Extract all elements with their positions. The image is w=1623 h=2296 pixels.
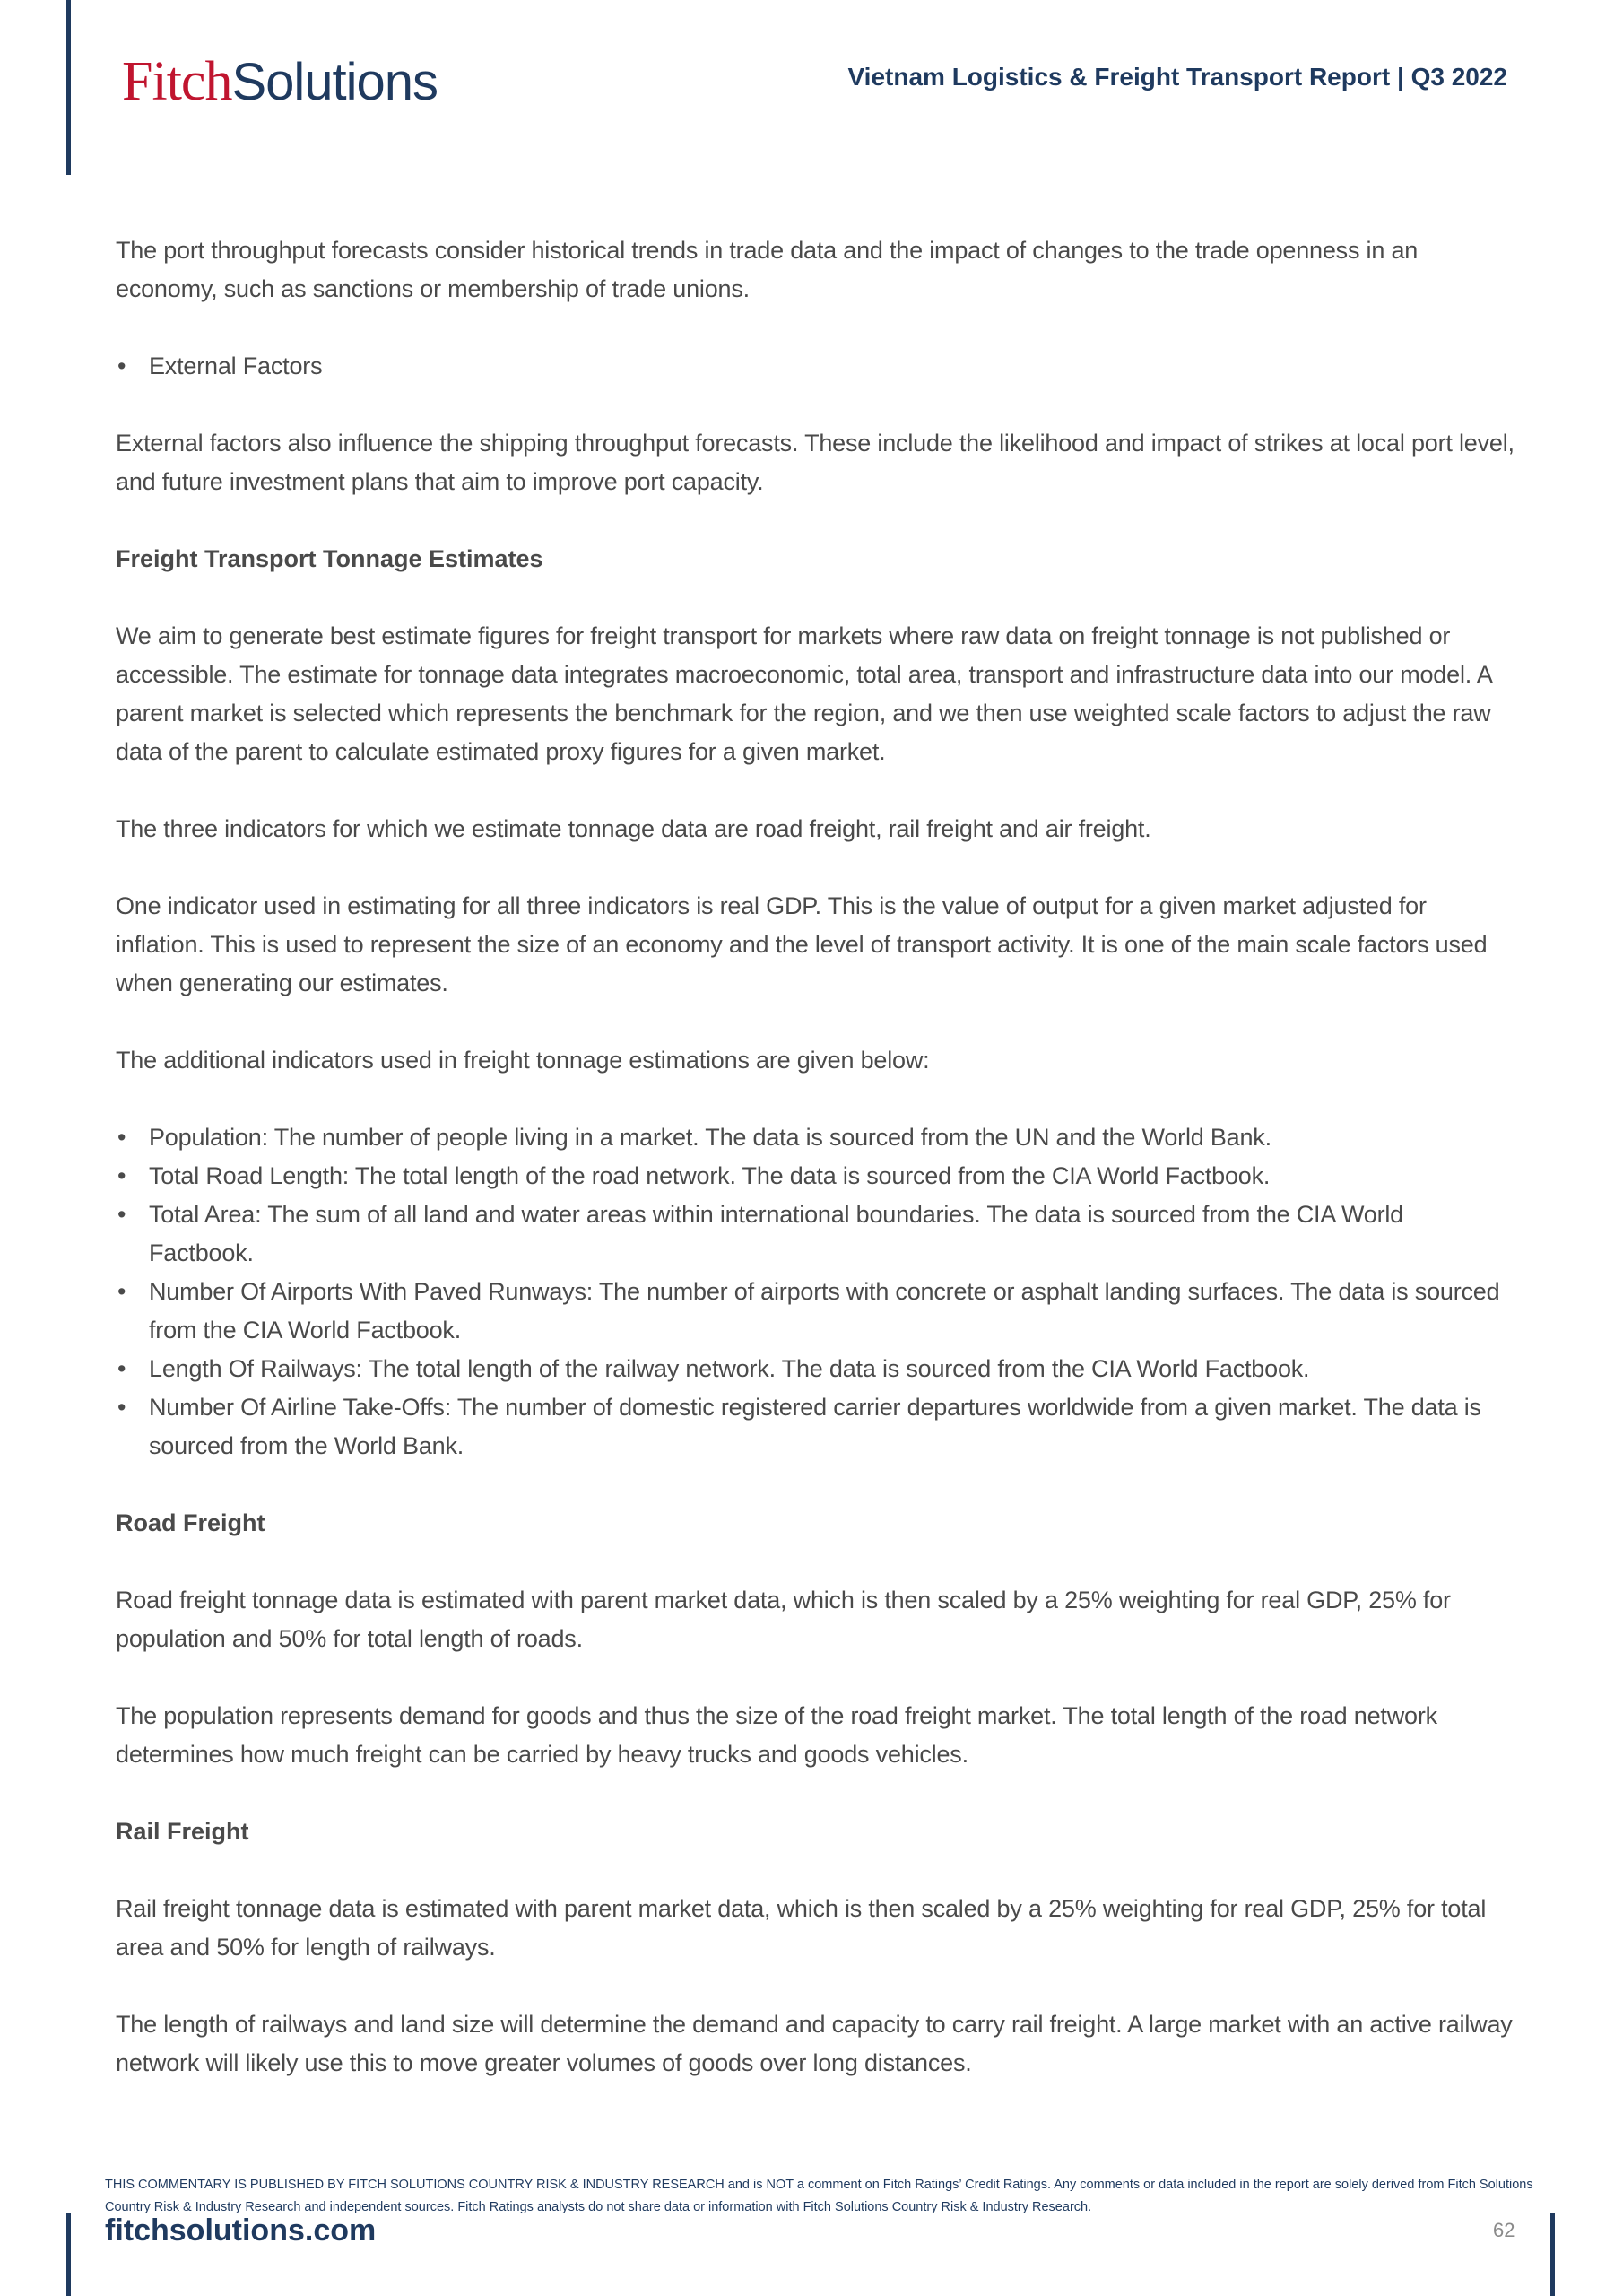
footer-accent-bar-left bbox=[66, 2213, 71, 2296]
logo-wordmark: FitchSolutions bbox=[122, 51, 438, 112]
tonnage-paragraph-2: The three indicators for which we estimate tonnage data are road freight, rail freight and air freight. bbox=[116, 815, 1151, 842]
external-factors-list bbox=[116, 347, 1515, 386]
footer-website-link[interactable]: fitchsolutions.com bbox=[105, 2213, 377, 2248]
intro-paragraph: The port throughput forecasts consider historical trends in trade data and the impact of changes to the trade openness in an economy, such as sanctions or membership of trade unions. bbox=[116, 237, 1419, 302]
report-title: Vietnam Logistics & Freight Transport Report | Q3 2022 bbox=[847, 63, 1507, 91]
list-item: • Number Of Airline Take-Offs: The number of domestic registered carrier departures worldwide from a given market. The data is sourced from the World Bank. bbox=[116, 1388, 1515, 1465]
bullet-icon: • bbox=[117, 352, 126, 379]
bullet-icon: • bbox=[117, 1124, 126, 1151]
section-heading-rail-freight: Rail Freight bbox=[116, 1818, 249, 1845]
bullet-icon: • bbox=[117, 1162, 126, 1189]
report-body bbox=[116, 231, 1515, 2083]
header-accent-bar bbox=[66, 0, 71, 175]
list-item: • Number Of Airports With Paved Runways: The number of airports with concrete or asphalt landing surfaces. The data is sourced from the CIA World Factbook. bbox=[116, 1273, 1515, 1350]
road-freight-paragraph-2: The population represents demand for goods and thus the size of the road freight market. The total length of the road network determines how much freight can be carried by heavy trucks and goods vehicles. bbox=[116, 1702, 1437, 1768]
bullet-icon: • bbox=[117, 1278, 126, 1305]
indicators-list bbox=[116, 1118, 1515, 1465]
list-item: • Total Area: The sum of all land and water areas within international boundaries. The data is sourced from the CIA World Factbook. bbox=[116, 1196, 1515, 1273]
tonnage-paragraph-4: The additional indicators used in freight tonnage estimations are given below: bbox=[116, 1047, 930, 1074]
tonnage-paragraph-1: We aim to generate best estimate figures for freight transport for markets where raw data on freight tonnage is not published or accessible. The estimate for tonnage data integrates macroeconomic, total area, transport and infrastructure data into our model. A parent market is selected which represents the benchmark for the region, and we then use weighted scale factors to adjust the raw data of the parent to calculate estimated proxy figures for a given market. bbox=[116, 622, 1492, 765]
external-factors-paragraph: External factors also influence the shipping throughput forecasts. These include the likelihood and impact of strikes at local port level, and future investment plans that aim to improve port capacity. bbox=[116, 430, 1515, 495]
fitch-solutions-logo bbox=[122, 0, 499, 170]
section-heading-road-freight: Road Freight bbox=[116, 1509, 265, 1536]
list-item: • Population: The number of people living in a market. The data is sourced from the UN and the World Bank. bbox=[116, 1118, 1515, 1157]
list-item: • External Factors bbox=[116, 347, 1515, 386]
bullet-icon: • bbox=[117, 1201, 126, 1228]
logo-dots-icon bbox=[373, 0, 490, 170]
footer-accent-bar-right bbox=[1550, 2213, 1555, 2296]
bullet-icon: • bbox=[117, 1355, 126, 1382]
bullet-icon: • bbox=[117, 1394, 126, 1421]
footer-disclaimer: THIS COMMENTARY IS PUBLISHED BY FITCH SOLUTIONS COUNTRY RISK & INDUSTRY RESEARCH and is NOT a comment on Fitch Ratings’ Credit Ratings. Any comments or data included in the report are solely derived from Fitch Solutions Country Risk & Industry Research and independent sources. Fitch Ratings analysts do not share data or information with Fitch Solutions Country Risk & Industry Research. bbox=[105, 2178, 1533, 2214]
rail-freight-paragraph-1: Rail freight tonnage data is estimated with parent market data, which is then scaled by a 25% weighting for real GDP, 25% for total area and 50% for length of railways. bbox=[116, 1895, 1487, 1961]
list-item: • Length Of Railways: The total length of the railway network. The data is sourced from the CIA World Factbook. bbox=[116, 1350, 1515, 1388]
road-freight-paragraph-1: Road freight tonnage data is estimated with parent market data, which is then scaled by a 25% weighting for real GDP, 25% for population and 50% for total length of roads. bbox=[116, 1587, 1451, 1652]
section-heading-tonnage: Freight Transport Tonnage Estimates bbox=[116, 545, 543, 572]
tonnage-paragraph-3: One indicator used in estimating for all three indicators is real GDP. This is the value of output for a given market adjusted for inflation. This is used to represent the size of an economy and the level of transport activity. It is one of the main scale factors used when generating our estimates. bbox=[116, 892, 1488, 996]
page-number: 62 bbox=[1493, 2219, 1515, 2241]
list-item: • Total Road Length: The total length of the road network. The data is sourced from the CIA World Factbook. bbox=[116, 1157, 1515, 1196]
rail-freight-paragraph-2: The length of railways and land size will determine the demand and capacity to carry rail freight. A large market with an active railway network will likely use this to move greater volumes of goods over long distances. bbox=[116, 2011, 1513, 2076]
